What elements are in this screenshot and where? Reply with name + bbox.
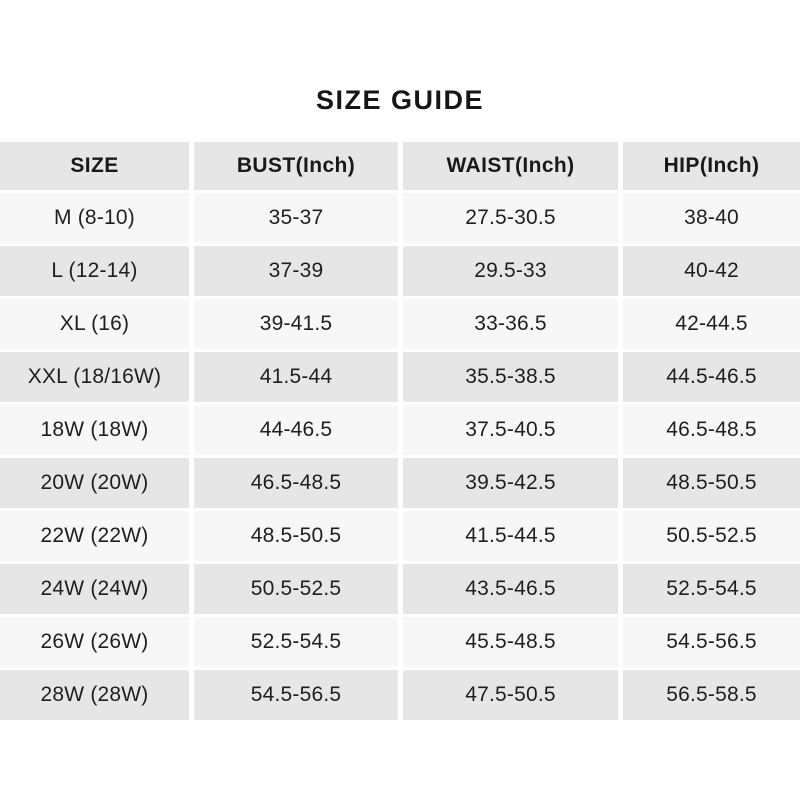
size-cell: 28W (28W) (0, 670, 189, 720)
page-title: SIZE GUIDE (315, 85, 485, 115)
table-cell: 39.5-42.5 (403, 458, 618, 508)
size-cell: 22W (22W) (0, 511, 189, 561)
size-table (0, 142, 800, 720)
table-cell: 29.5-33 (403, 246, 618, 296)
table-cell: 50.5-52.5 (623, 511, 800, 561)
table-cell: 43.5-46.5 (403, 564, 618, 614)
table-cell: 33-36.5 (403, 299, 618, 349)
size-cell: L (12-14) (0, 246, 189, 296)
table-cell: 44.5-46.5 (623, 352, 800, 402)
table-cell: 37.5-40.5 (403, 405, 618, 455)
table-cell: 39-41.5 (194, 299, 398, 349)
size-cell: M (8-10) (0, 193, 189, 243)
header-cell: SIZE (0, 142, 189, 190)
header-cell: WAIST(Inch) (403, 142, 618, 190)
table-cell: 42-44.5 (623, 299, 800, 349)
size-cell: XXL (18/16W) (0, 352, 189, 402)
table-cell: 48.5-50.5 (194, 511, 398, 561)
table-cell: 40-42 (623, 246, 800, 296)
size-cell: 24W (24W) (0, 564, 189, 614)
table-cell: 52.5-54.5 (194, 617, 398, 667)
table-cell: 56.5-58.5 (623, 670, 800, 720)
size-cell: 18W (18W) (0, 405, 189, 455)
size-cell: 20W (20W) (0, 458, 189, 508)
size-cell: XL (16) (0, 299, 189, 349)
table-cell: 54.5-56.5 (194, 670, 398, 720)
table-cell: 46.5-48.5 (194, 458, 398, 508)
table-cell: 48.5-50.5 (623, 458, 800, 508)
table-cell: 52.5-54.5 (623, 564, 800, 614)
table-cell: 35-37 (194, 193, 398, 243)
table-cell: 27.5-30.5 (403, 193, 618, 243)
table-cell: 50.5-52.5 (194, 564, 398, 614)
header-cell: HIP(Inch) (623, 142, 800, 190)
size-cell: 26W (26W) (0, 617, 189, 667)
table-cell: 41.5-44 (194, 352, 398, 402)
table-cell: 37-39 (194, 246, 398, 296)
table-cell: 54.5-56.5 (623, 617, 800, 667)
table-cell: 35.5-38.5 (403, 352, 618, 402)
header-cell: BUST(Inch) (194, 142, 398, 190)
table-cell: 47.5-50.5 (403, 670, 618, 720)
table-cell: 41.5-44.5 (403, 511, 618, 561)
table-cell: 38-40 (623, 193, 800, 243)
table-cell: 44-46.5 (194, 405, 398, 455)
table-cell: 46.5-48.5 (623, 405, 800, 455)
table-cell: 45.5-48.5 (403, 617, 618, 667)
